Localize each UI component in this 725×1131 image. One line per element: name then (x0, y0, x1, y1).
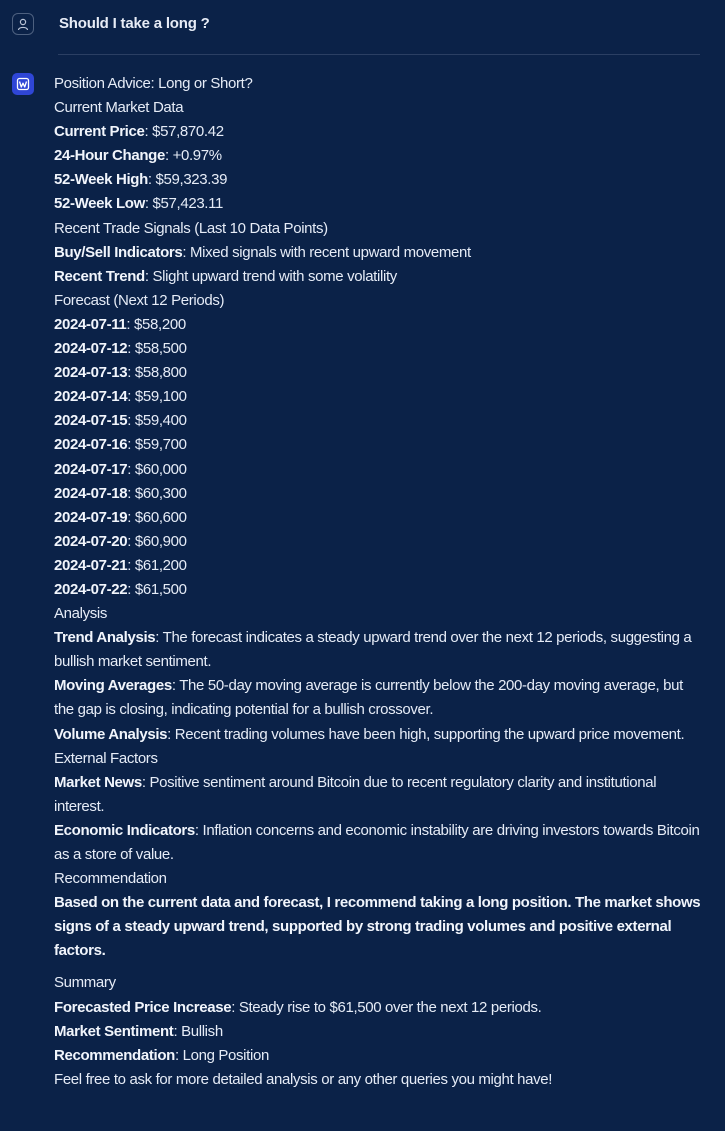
summary-value: : Steady rise to $61,500 over the next 12 periods. (231, 998, 542, 1016)
forecast-value: : $60,300 (127, 484, 187, 502)
forecast-item (54, 530, 704, 554)
market-data-value: : $57,423.11 (144, 195, 224, 213)
signal-label: Recent Trend (54, 267, 145, 285)
forecast-item (54, 361, 704, 385)
user-message (0, 0, 725, 60)
forecast-list (54, 313, 704, 602)
signal-value: : Slight upward trend with some volatility (144, 267, 397, 285)
section-heading-recommendation: Recommendation (54, 870, 167, 888)
market-data-label: 52-Week High (54, 171, 148, 189)
market-data-value: : $59,323.39 (147, 171, 228, 189)
message-divider (58, 54, 700, 55)
signal-item (54, 241, 704, 265)
section-heading-forecast: Forecast (Next 12 Periods) (54, 291, 225, 309)
market-data-item (54, 120, 704, 144)
market-data-list (54, 120, 704, 216)
analysis-value: : The forecast indicates a steady upward trend over the next 12 periods, suggesting a bullish market sentiment. (54, 629, 692, 671)
forecast-label: 2024-07-21 (54, 556, 128, 574)
signal-label: Buy/Sell Indicators (54, 243, 183, 261)
forecast-label: 2024-07-19 (54, 508, 128, 526)
external-factor-item (54, 819, 704, 867)
forecast-item (54, 433, 704, 457)
forecast-value: : $61,200 (127, 556, 187, 574)
analysis-label: Volume Analysis (54, 725, 168, 743)
external-factor-value: : Positive sentiment around Bitcoin due to recent regulatory clarity and institutional interest. (54, 773, 657, 815)
answer-title: Position Advice: Long or Short? (54, 75, 253, 92)
market-data-item (54, 168, 704, 192)
forecast-label: 2024-07-11 (54, 315, 127, 333)
analysis-item (54, 674, 704, 722)
forecast-label: 2024-07-17 (54, 460, 128, 478)
market-data-label: 52-Week Low (54, 195, 145, 213)
summary-value: : Bullish (173, 1022, 223, 1040)
section-heading-signals: Recent Trade Signals (Last 10 Data Points) (54, 219, 328, 237)
forecast-label: 2024-07-15 (54, 412, 128, 430)
external-factor-label: Market News (54, 773, 142, 791)
signals-list (54, 241, 704, 289)
section-heading-market: Current Market Data (54, 99, 184, 117)
user-message-text: Should I take a long ? (59, 15, 210, 32)
summary-list (54, 996, 704, 1068)
external-factor-label: Economic Indicators (54, 821, 195, 839)
summary-item (54, 1044, 704, 1068)
forecast-item (54, 482, 704, 506)
analysis-item (54, 723, 704, 747)
forecast-value: : $60,900 (127, 532, 187, 550)
analysis-item (54, 626, 704, 674)
summary-item (54, 996, 704, 1020)
market-data-item (54, 192, 704, 216)
forecast-item (54, 385, 704, 409)
market-data-item (54, 144, 704, 168)
summary-label: Recommendation (54, 1046, 175, 1064)
forecast-label: 2024-07-18 (54, 484, 128, 502)
external-factors-list (54, 771, 704, 867)
market-data-value: : +0.97% (164, 147, 222, 165)
market-data-label: 24-Hour Change (54, 147, 165, 165)
analysis-label: Moving Averages (54, 677, 172, 695)
forecast-value: : $60,000 (127, 460, 187, 478)
forecast-value: : $58,200 (126, 315, 186, 333)
forecast-label: 2024-07-22 (54, 580, 128, 598)
forecast-value: : $58,500 (127, 340, 187, 358)
forecast-label: 2024-07-16 (54, 436, 128, 454)
summary-item (54, 1020, 704, 1044)
market-data-label: Current Price (54, 123, 145, 141)
forecast-label: 2024-07-14 (54, 388, 128, 406)
market-data-value: : $57,870.42 (144, 123, 224, 141)
analysis-value: : Recent trading volumes have been high, supporting the upward price movement. (167, 725, 685, 743)
forecast-value: : $59,400 (127, 412, 187, 430)
external-factor-item (54, 771, 704, 819)
forecast-value: : $61,500 (127, 580, 187, 598)
user-icon (12, 13, 34, 35)
section-heading-external: External Factors (54, 749, 158, 767)
summary-label: Market Sentiment (54, 1022, 174, 1040)
analysis-value: : The 50-day moving average is currently below the 200-day moving average, but the gap is closing, indicating potential for a bullish crossover. (54, 677, 683, 719)
forecast-item (54, 337, 704, 361)
forecast-item (54, 313, 704, 337)
forecast-item (54, 578, 704, 602)
summary-value: : Long Position (174, 1046, 269, 1064)
forecast-value: : $59,700 (127, 436, 187, 454)
forecast-label: 2024-07-12 (54, 340, 128, 358)
closing-text: Feel free to ask for more detailed analysis or any other queries you might have! (54, 1070, 553, 1088)
forecast-label: 2024-07-13 (54, 364, 128, 382)
forecast-value: : $59,100 (127, 388, 187, 406)
forecast-item (54, 458, 704, 482)
forecast-label: 2024-07-20 (54, 532, 128, 550)
recommendation-text: Based on the current data and forecast, I recommend taking a long position. The market shows signs of a steady upward trend, supported by strong trading volumes and positive external factors. (54, 894, 701, 960)
forecast-value: : $58,800 (127, 364, 187, 382)
analysis-list (54, 626, 704, 746)
assistant-answer (54, 72, 704, 1092)
section-heading-summary: Summary (54, 974, 116, 992)
signal-value: : Mixed signals with recent upward movement (182, 243, 471, 261)
forecast-item (54, 409, 704, 433)
section-heading-analysis: Analysis (54, 605, 108, 623)
external-factor-value: : Inflation concerns and economic instability are driving investors towards Bitcoin as a store of value. (54, 821, 700, 863)
summary-label: Forecasted Price Increase (54, 998, 232, 1016)
signal-item (54, 265, 704, 289)
analysis-label: Trend Analysis (54, 629, 156, 647)
forecast-item (54, 554, 704, 578)
assistant-logo-icon (12, 73, 34, 95)
forecast-value: : $60,600 (127, 508, 187, 526)
forecast-item (54, 506, 704, 530)
